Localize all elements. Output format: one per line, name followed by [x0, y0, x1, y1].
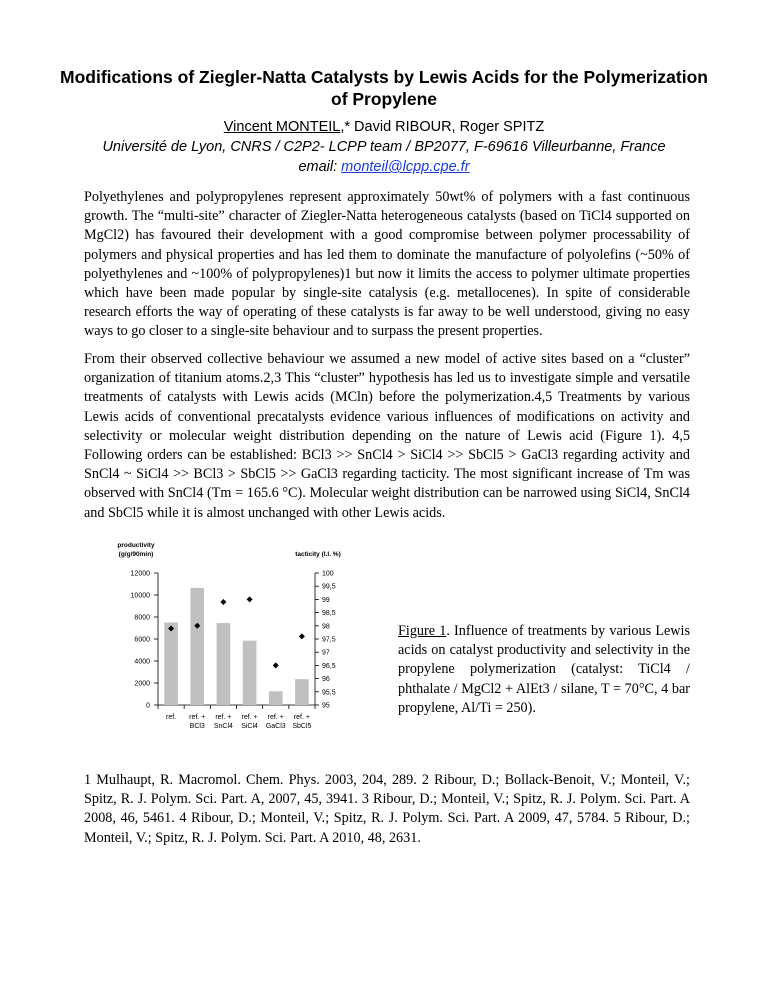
tacticity-marker: [273, 662, 279, 668]
right-tick-label: 99: [322, 596, 330, 604]
left-tick-label: 12000: [130, 570, 150, 578]
category-label: ref.: [166, 714, 177, 721]
right-axis-title: tacticity (I.I. %): [295, 551, 341, 558]
author-line: [40, 118, 728, 137]
affiliation: Université de Lyon, CNRS / C2P2- LCPP team / BP2077, F-69616 Villeurbanne, France: [102, 139, 666, 155]
category-label: ref. +: [189, 714, 206, 721]
productivity-tacticity-chart: [100, 538, 390, 732]
left-tick-label: 6000: [134, 636, 150, 644]
right-tick-label: 95: [322, 702, 330, 710]
left-tick-label: 0: [146, 702, 150, 710]
right-tick-label: 98,5: [322, 610, 336, 618]
email-label: email:: [298, 159, 342, 175]
right-tick-label: 96: [322, 676, 330, 684]
category-label: BCl3: [189, 723, 205, 730]
left-tick-label: 2000: [134, 680, 150, 688]
category-label: ref. +: [215, 714, 232, 721]
references: 1 Mulhaupt, R. Macromol. Chem. Phys. 2003, 204, 289. 2 Ribour, D.; Bollack-Benoit, V.; Monteil, V.; Spitz, R. J. Polym. Sci. Part. A, 2007, 45, 3941. 3 Ribour, D.; Monteil, V.; Spitz, R. J. Polym. Sci. Part. A 2008, 46, 5461. 4 Ribour, D.; Monteil, V.; Spitz, R. J. Polym. Sci. Part. A 2009, 47, 5784. 5 Ribour, D.; Monteil, V.; Spitz, R. J. Polym. Sci. Part. A 2010, 48, 2631.: [84, 772, 690, 846]
category-label: GaCl3: [265, 723, 286, 730]
figure-1-caption: [398, 622, 690, 718]
category-label: SiCl4: [241, 723, 258, 730]
email-link[interactable]: monteil@lcpp.cpe.fr: [341, 159, 470, 175]
category-label: ref. +: [267, 714, 284, 721]
right-tick-label: 95,5: [322, 689, 336, 697]
caption-text: . Influence of treatments by various Lewis acids on catalyst productivity and selectivity in the propylene polymerization (catalyst: TiCl4 / phthalate / MgCl2 + AlEt3 / silane, T = 70°C, 4 bar propylene, Al/Ti = 250).: [398, 623, 690, 716]
tacticity-marker: [247, 596, 253, 602]
coauthors: ,* David RIBOUR, Roger SPITZ: [340, 119, 545, 135]
productivity-bar: [164, 623, 178, 706]
productivity-bar: [295, 679, 309, 705]
category-label: SnCl4: [213, 723, 233, 730]
category-label: ref. +: [293, 714, 310, 721]
left-axis-title: productivity: [117, 542, 155, 549]
right-tick-label: 97,5: [322, 636, 336, 644]
paragraph-results: From their observed collective behaviour we assumed a new model of active sites based on a “cluster” organization of titanium atoms.2,3 This “cluster” hypothesis has led us to investigate simple and versatile treatments of catalysts with Lewis acids (MCln) before the polymerization.4,5 Treatments by various Lewis acids of conventional precatalysts evidence various influences of modifications on activity and selectivity or molecular weight distribution depending on the nature of Lewis acid (Figure 1). 4,5 Following orders can be established: BCl3 >> SnCl4 > SiCl4 >> SbCl5 > GaCl3 regarding activity and SnCl4 ~ SiCl4 >> BCl3 > SbCl5 >> GaCl3 regarding tacticity. The most significant increase of Tm was observed with SnCl4 (Tm = 165.6 °C). Molecular weight distribution can be narrowed using SiCl4, SnCl4 and SbCl5 while it is almost unchanged with other Lewis acids.: [84, 351, 690, 521]
tacticity-marker: [299, 633, 305, 639]
left-tick-label: 4000: [134, 658, 150, 666]
presenting-author: Vincent MONTEIL: [223, 119, 341, 135]
productivity-bar: [243, 641, 257, 705]
left-tick-label: 8000: [134, 614, 150, 622]
right-tick-label: 98: [322, 623, 330, 631]
tacticity-marker: [220, 599, 226, 605]
email-line: [40, 158, 728, 177]
right-tick-label: 96,5: [322, 662, 336, 670]
productivity-bar: [269, 691, 283, 705]
figure-1-chart: [100, 538, 390, 732]
right-tick-label: 97: [322, 649, 330, 657]
left-axis-title: (g/g/90min): [118, 551, 154, 558]
category-label: SbCl5: [292, 723, 312, 730]
right-tick-label: 99,5: [322, 583, 336, 591]
right-tick-label: 100: [322, 570, 334, 578]
paragraph-introduction: Polyethylenes and polypropylenes represent approximately 50wt% of polymers with a fast continuous growth. The “multi-site” character of Ziegler-Natta heterogeneous catalysts (based on TiCl4 supported on MgCl2) has favoured their development with a good compromise between polymer processability of polymers and physical properties and has led them to dominate the manufacture of polyolefins (~50% of polyethylenes and ~100% of polypropylenes)1 but now it limits the access to polymer ultimate properties which have been made popular by single-site catalysis (e.g. metallocenes). In spite of considerable research efforts the way of operating of these catalysts is far away to be well understood, giving no easy ways to go closer to a single-site behaviour and to surpass the present properties.: [84, 189, 690, 340]
left-tick-label: 10000: [130, 592, 150, 600]
paper-title: Modifications of Ziegler-Natta Catalysts by Lewis Acids for the Polymerization of Propylene: [60, 67, 708, 109]
productivity-bar: [217, 623, 231, 705]
productivity-bar: [190, 588, 204, 705]
figure-ref: Figure 1: [398, 623, 447, 639]
category-label: ref. +: [241, 714, 258, 721]
